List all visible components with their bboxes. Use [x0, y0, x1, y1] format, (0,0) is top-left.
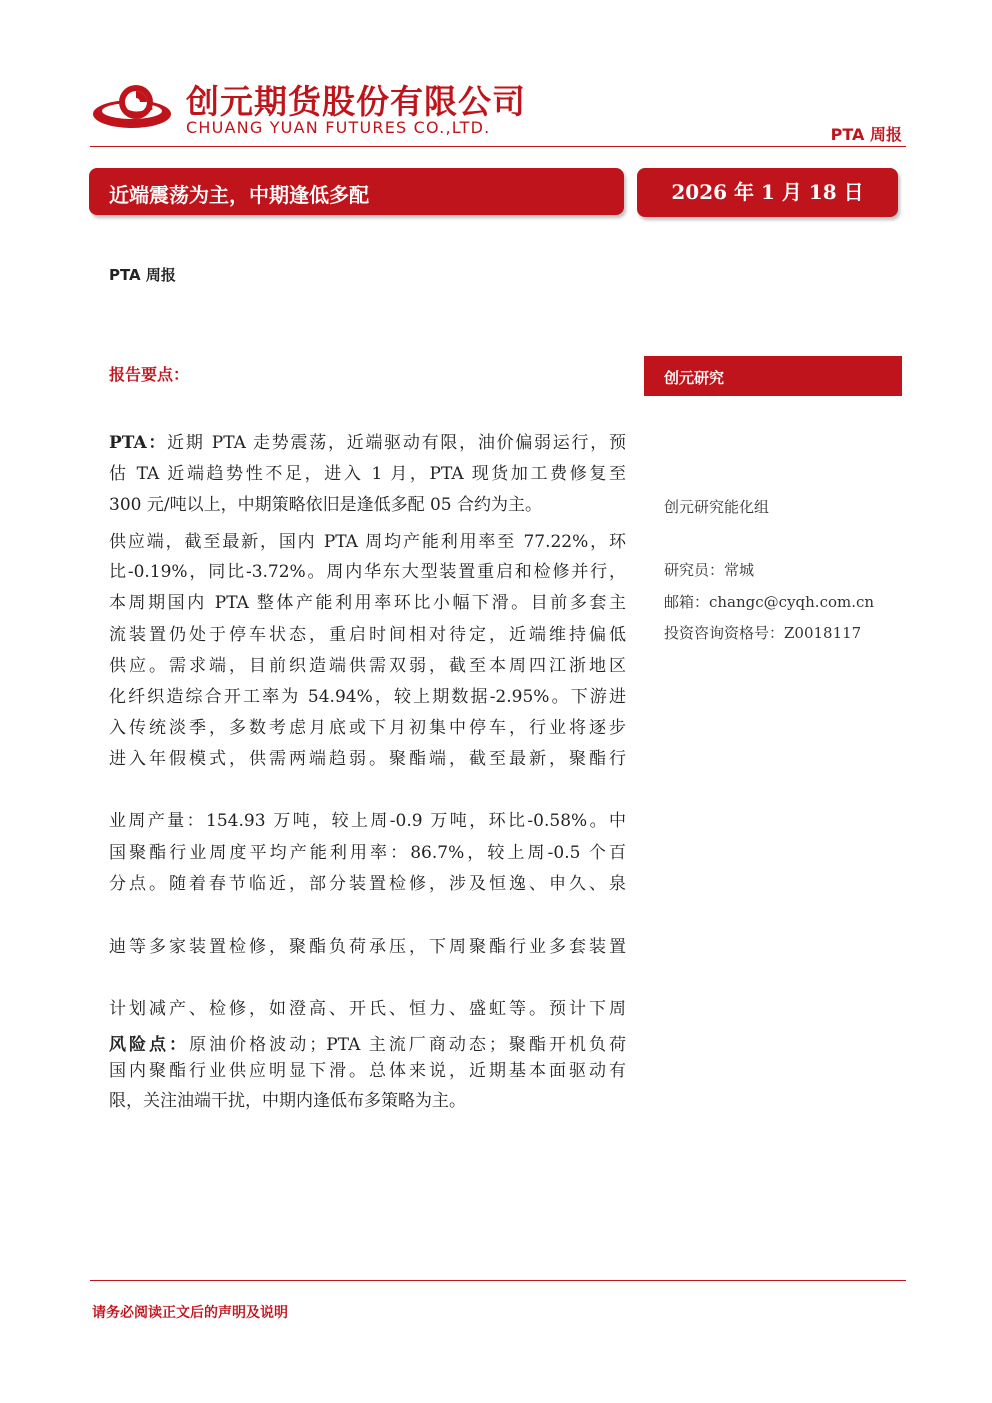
date-banner — [637, 168, 898, 217]
body-line: 300 元/吨以上，中期策略依旧是逢低多配 05 合约为主。 — [109, 495, 543, 515]
body-line — [109, 1030, 626, 1055]
analyst-name: 研究员：常城 — [664, 561, 755, 579]
company-logo-icon — [92, 82, 176, 134]
body-text: 原油价格波动；PTA 主流厂商动态；聚酯开机负荷 — [189, 1035, 627, 1055]
body-line: 入传统淡季，多数考虑月底或下月初集中停车，行业将逐步 — [109, 718, 626, 738]
report-subtitle: PTA 周报 — [109, 266, 176, 284]
body-line: 供应端，截至最新，国内 PTA 周均产能利用率至 77.22%，环 — [109, 532, 626, 552]
body-line: 业周产量：154.93 万吨，较上周-0.9 万吨，环比-0.58%。中 — [109, 811, 626, 831]
company-name-en: CHUANG YUAN FUTURES CO.,LTD. — [186, 118, 491, 137]
body-line: 迪等多家装置检修，聚酯负荷承压，下周聚酯行业多套装置 — [109, 937, 626, 957]
footer-notice: 请务必阅读正文后的声明及说明 — [92, 1305, 288, 1321]
body-line: 化纤织造综合开工率为 54.94%，较上期数据-2.95%。下游进 — [109, 687, 626, 707]
body-line — [109, 428, 626, 453]
company-name-cn: 创元期货股份有限公司 — [186, 82, 526, 121]
body-line: 分点。随着春节临近，部分装置检修，涉及恒逸、申久、泉 — [109, 874, 626, 894]
footer-divider — [90, 1280, 906, 1281]
body-line: 比-0.19%，同比-3.72%。周内华东大型装置重启和检修并行， — [109, 562, 626, 582]
report-title: 近端震荡为主，中期逢低多配 — [109, 183, 369, 207]
research-group: 创元研究能化组 — [664, 498, 770, 516]
body-line: 国内聚酯行业供应明显下滑。总体来说，近期基本面驱动有 — [109, 1061, 626, 1081]
sidebar-header-label: 创元研究 — [664, 369, 725, 387]
body-line: 估 TA 近端趋势性不足，进入 1 月，PTA 现货加工费修复至 — [109, 464, 626, 484]
header-divider — [90, 146, 906, 147]
report-date: 2026 年 1 月 18 日 — [671, 180, 864, 204]
body-line: 流装置仍处于停车状态，重启时间相对待定，近端维持偏低 — [109, 625, 626, 645]
body-line: 计划减产、检修，如澄高、开氏、恒力、盛虹等。预计下周 — [109, 999, 626, 1019]
analyst-email: 邮箱：changc@cyqh.com.cn — [664, 593, 875, 611]
section-title: 报告要点： — [109, 365, 190, 384]
report-type-tag: PTA 周报 — [830, 125, 902, 144]
title-banner — [89, 168, 624, 215]
body-line: 进入年假模式，供需两端趋弱。聚酯端，截至最新，聚酯行 — [109, 749, 626, 769]
body-text: 近期 PTA 走势震荡，近端驱动有限，油价偏弱运行，预 — [167, 433, 626, 453]
risk-lead: 风险点： — [109, 1035, 190, 1055]
sidebar-header — [644, 356, 902, 396]
body-line: 供应。需求端，目前织造端供需双弱，截至本周四江浙地区 — [109, 656, 626, 676]
body-line: 本周期国内 PTA 整体产能利用率环比小幅下滑。目前多套主 — [109, 593, 626, 613]
analyst-license: 投资咨询资格号：Z0018117 — [664, 624, 862, 642]
body-line: 国聚酯行业周度平均产能利用率：86.7%，较上周-0.5 个百 — [109, 843, 626, 863]
pta-lead: PTA： — [109, 433, 168, 453]
body-line: 限，关注油端干扰，中期内逢低布多策略为主。 — [109, 1091, 466, 1111]
